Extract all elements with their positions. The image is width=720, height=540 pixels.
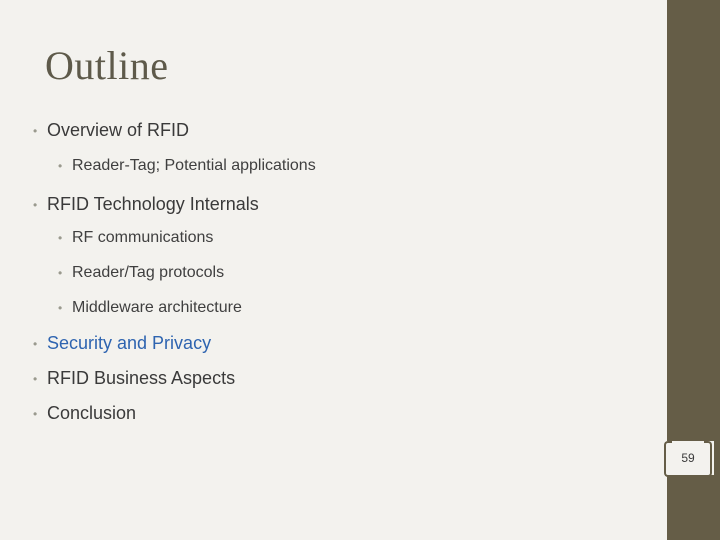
sub-bullet-item-middleware [58, 299, 242, 317]
bullet-item-overview [33, 120, 189, 141]
bullet-item-technology-internals [33, 194, 259, 215]
bullet-text: Conclusion [47, 403, 137, 423]
sub-bullet-item-reader-tag [58, 157, 316, 175]
security-privacy-link[interactable]: Security and Privacy [47, 333, 212, 353]
bullet-text: RFID Technology Internals [47, 194, 259, 214]
page-number-box [662, 441, 714, 475]
sub-bullet-item-reader-tag-protocols [58, 264, 224, 282]
bullet-text: Overview of RFID [47, 120, 190, 140]
slide-title: Outline [45, 43, 169, 88]
bullet-icon: • [58, 231, 63, 245]
bullet-text: Reader/Tag protocols [72, 264, 225, 281]
bullet-icon: • [33, 197, 38, 212]
bullet-item-security-privacy[interactable] [33, 333, 211, 354]
bullet-icon: • [58, 301, 63, 315]
bullet-item-conclusion [33, 403, 136, 424]
bullet-icon: • [33, 371, 38, 386]
page-number: 59 [681, 451, 695, 465]
bullet-text: RF communications [72, 229, 214, 246]
bullet-icon: • [58, 159, 63, 173]
bullet-icon: • [33, 123, 38, 138]
bullet-icon: • [58, 266, 63, 280]
bullet-item-business-aspects [33, 368, 235, 389]
bullet-text: Middleware architecture [72, 299, 242, 316]
bullet-icon: • [33, 336, 38, 351]
bullet-text: Reader-Tag; Potential applications [72, 157, 316, 174]
sub-bullet-item-rf-communications [58, 229, 213, 247]
bullet-text: RFID Business Aspects [47, 368, 236, 388]
bullet-icon: • [33, 406, 38, 421]
